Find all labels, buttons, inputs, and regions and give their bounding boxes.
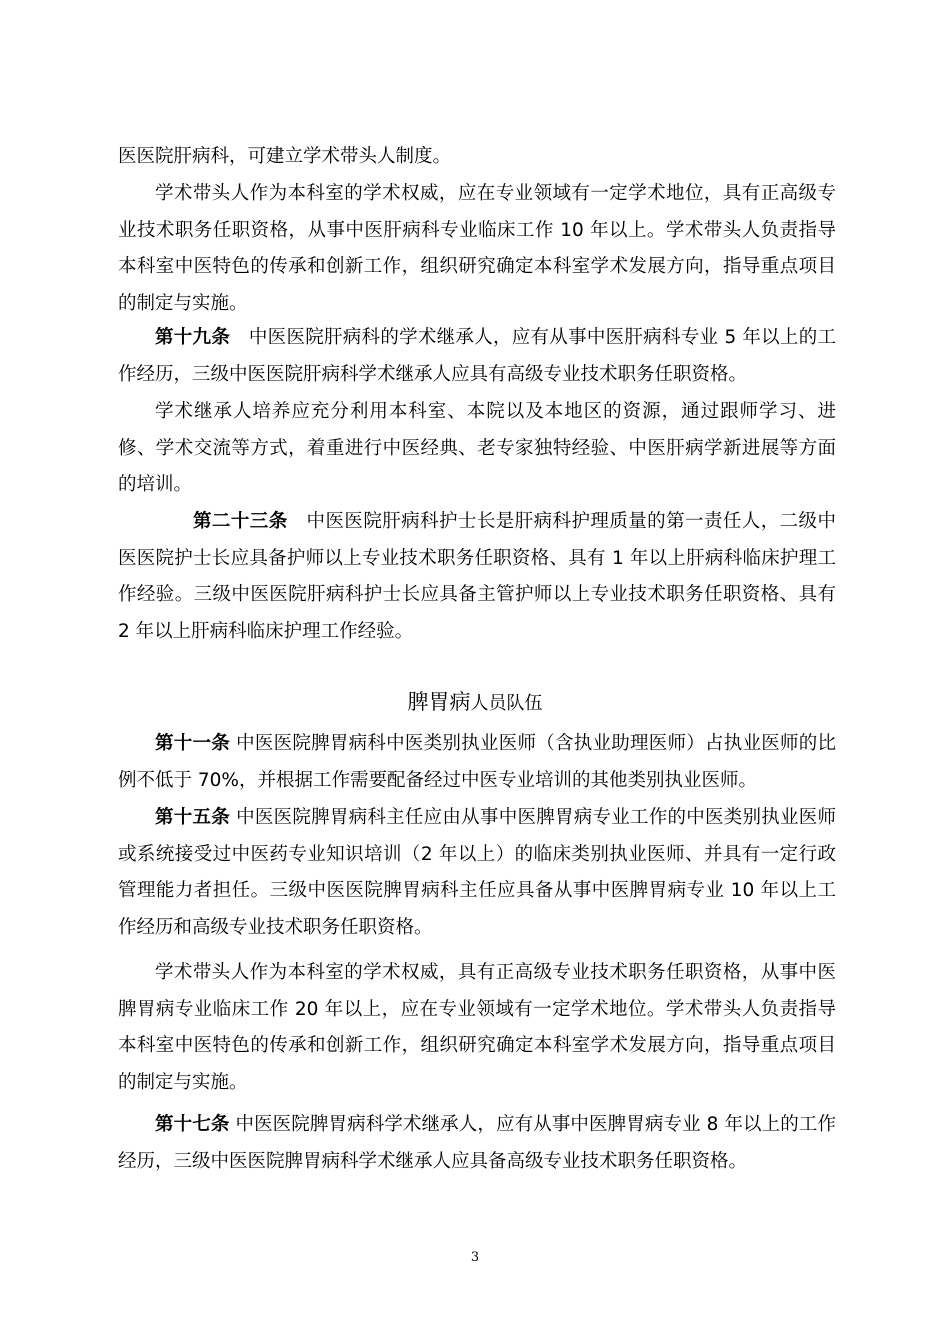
paragraph-text: 中医医院脾胃病科主任应由从事中医脾胃病专业工作的中医类别执业医师或系统接受过中医药专业知识培训（2 年以上）的临床类别执业医师、并具有一定行政管理能力者担任。三级中医医院脾胃病科主任应具备从事中医脾胃病专业 10 年以上工作经历和高级专业技术职务任职资格。 — [118, 807, 836, 938]
paragraph-text: 中医医院肝病科护士长是肝病科护理质量的第一责任人，二级中医医院护士长应具备护师以上专业技术职务任职资格、具有 1 年以上肝病科临床护理工作经验。三级中医医院肝病科护士长应具备主管护师以上专业技术职务任职资格、具有 2 年以上肝病科临床护理工作经验。 — [118, 511, 836, 642]
paragraph-text: 中医医院肝病科的学术继承人，应有从事中医肝病科专业 5 年以上的工作经历，三级中医医院肝病科学术继承人应具有高级专业技术职务任职资格。 — [118, 327, 836, 385]
paragraph-1 — [118, 139, 836, 176]
article-number: 第十五条 — [155, 807, 231, 828]
paragraph-text: 学术带头人作为本科室的学术权威，具有正高级专业技术职务任职资格，从事中医脾胃病专业临床工作 20 年以上，应在专业领域有一定学术地位。学术带头人负责指导本科室中医特色的传承和创新工作，组织研究确定本科室学术发展方向，指导重点项目的制定与实施。 — [118, 962, 836, 1093]
paragraph-text: 学术带头人作为本科室的学术权威，应在专业领域有一定学术地位，具有正高级专业技术职务任职资格，从事中医肝病科专业临床工作 10 年以上。学术带头人负责指导本科室中医特色的传承和创新工作，组织研究确定本科室学术发展方向，指导重点项目的制定与实施。 — [118, 183, 836, 314]
article-23 — [118, 504, 836, 650]
article-number: 第十九条 — [155, 327, 231, 348]
page-number: 3 — [470, 1250, 480, 1265]
paragraph-text: 医医院肝病科，可建立学术带头人制度。 — [118, 146, 452, 167]
section-title-large: 脾胃病 — [407, 690, 471, 714]
paragraph-text: 学术继承人培养应充分利用本科室、本院以及本地区的资源，通过跟师学习、进修、学术交流等方式，着重进行中医经典、老专家独特经验、中医肝病学新进展等方面的培训。 — [118, 401, 836, 495]
paragraph-text: 中医医院脾胃病科学术继承人，应有从事中医脾胃病专业 8 年以上的工作经历，三级中医医院脾胃病科学术继承人应具备高级专业技术职务任职资格。 — [118, 1114, 836, 1172]
article-number: 第十一条 — [155, 733, 231, 754]
paragraph-scholar-leader — [118, 955, 836, 1101]
article-number: 第十七条 — [155, 1114, 230, 1135]
section-title-small: 人员队伍 — [470, 693, 543, 714]
article-number: 第二十三条 — [193, 511, 288, 532]
article-19 — [118, 320, 836, 393]
paragraph-text: 中医医院脾胃病科中医类别执业医师（含执业助理医师）占执业医师的比例不低于 70%，并根据工作需要配备经过中医专业培训的其他类别执业医师。 — [118, 733, 836, 791]
paragraph-4 — [118, 394, 836, 504]
article-17 — [118, 1107, 836, 1180]
section-title — [0, 686, 950, 716]
article-15 — [118, 800, 836, 946]
paragraph-2 — [118, 176, 836, 322]
article-11 — [118, 726, 836, 799]
